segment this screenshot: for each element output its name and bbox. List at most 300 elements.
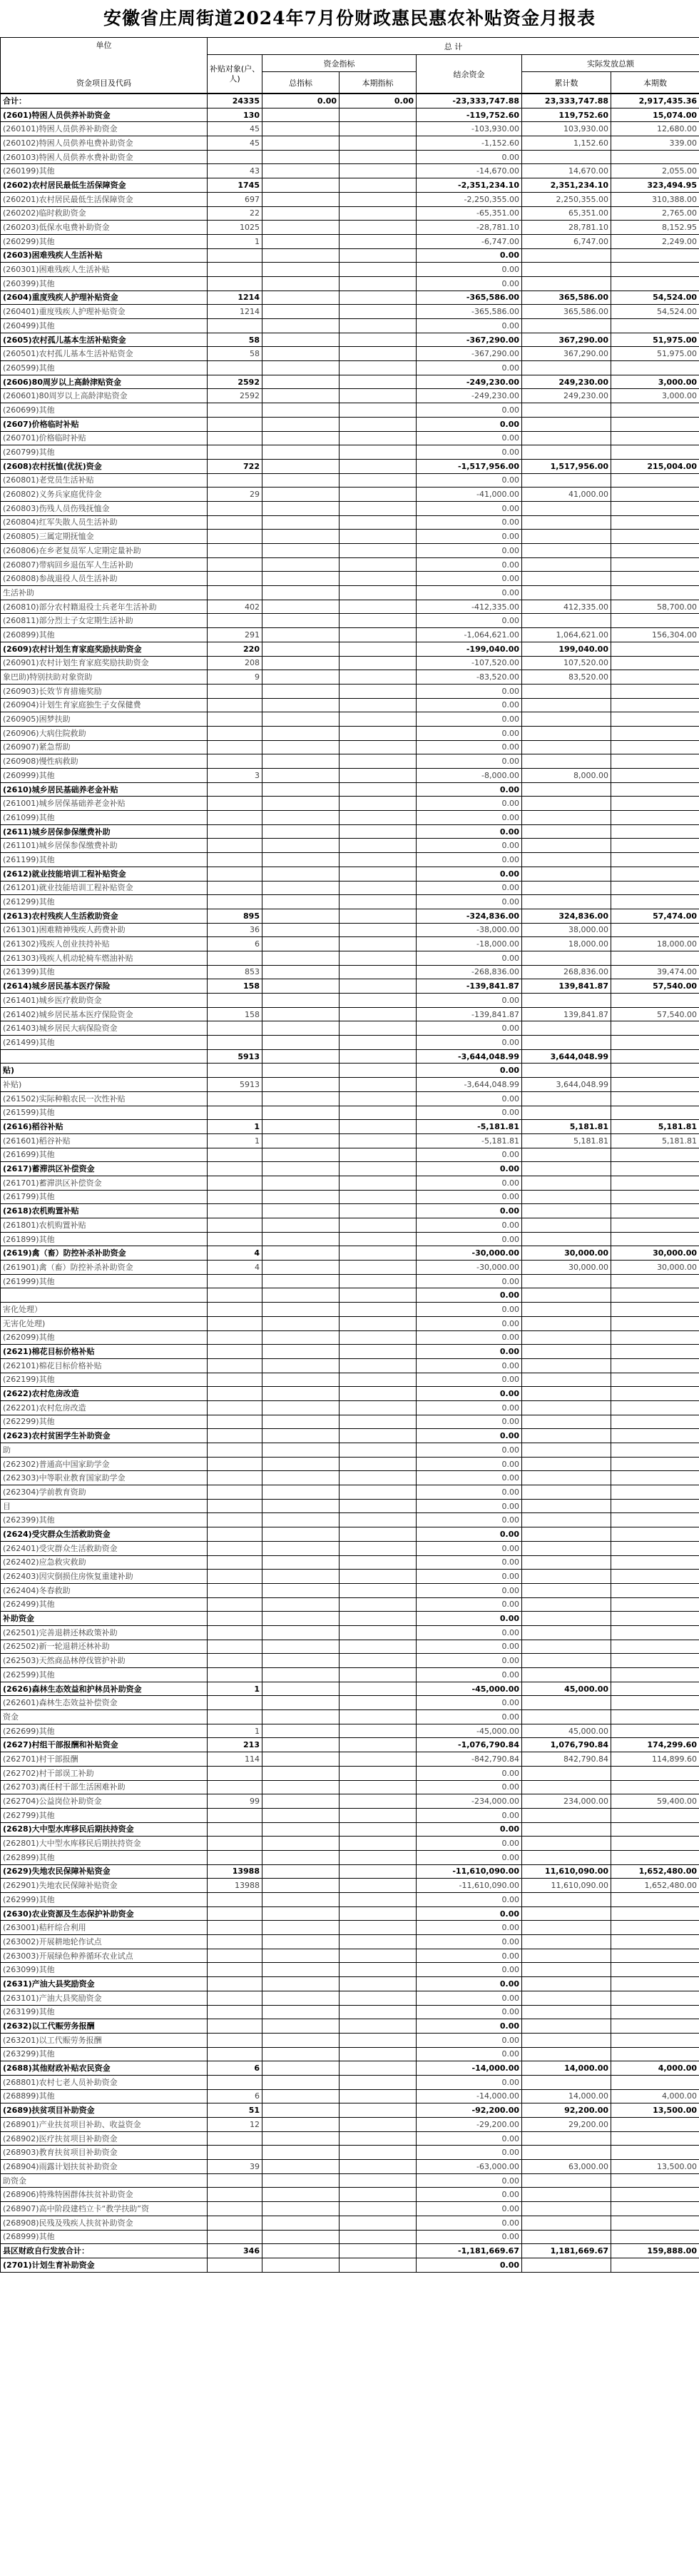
balance-cell: 0.00 [417,445,522,460]
item-name-cell: (262299)其他 [1,1415,208,1429]
balance-cell: 0.00 [417,1373,522,1387]
month-paid-cell [611,2230,699,2244]
total-index-cell [262,867,340,881]
month-paid-cell [611,726,699,740]
month-paid-cell [611,1906,699,1921]
total-index-cell [262,1064,340,1078]
table-row [1,263,699,277]
category-row [1,291,699,305]
cumulative-paid-cell: 1,181,669.67 [522,2244,611,2258]
item-name-cell: (260399)其他 [1,276,208,291]
table-header [0,37,699,94]
subsidy-count-cell: 29 [208,488,262,502]
balance-cell: -11,610,090.00 [417,1864,522,1879]
total-index-cell [262,544,340,558]
total-index-cell [262,1555,340,1570]
item-name-cell: (260805)三属定期抚恤金 [1,530,208,544]
total-index-cell [262,1710,340,1724]
item-name-cell: 象巴助)特别扶助对象资助 [1,670,208,685]
item-name-cell: (261099)其他 [1,811,208,825]
total-index-cell [262,1991,340,2005]
month-index-cell [340,1330,417,1345]
month-index-cell [340,1612,417,1626]
cumulative-paid-cell [522,417,611,431]
table-row [1,501,699,515]
subsidy-count-cell [208,1288,262,1303]
cumulative-paid-cell [522,1654,611,1668]
cumulative-paid-cell [522,2216,611,2230]
cumulative-paid-cell [522,994,611,1008]
month-index-cell [340,2089,417,2103]
total-index-cell [262,1963,340,1977]
month-index-cell [340,895,417,909]
item-name-cell: (262702)村干部误工补助 [1,1766,208,1780]
table-row [1,1752,699,1767]
subsidy-count-cell: 402 [208,600,262,614]
table-row [1,1850,699,1864]
total-index-cell [262,1246,340,1261]
total-index-cell [262,797,340,811]
table-row [1,1583,699,1597]
header-month-index: 本期指标 [340,72,417,94]
table-row [1,1696,699,1710]
total-index-cell [262,839,340,853]
month-index-cell [340,726,417,740]
table-row [1,726,699,740]
table-row [1,276,699,291]
cumulative-paid-cell [522,2047,611,2061]
table-row [1,403,699,418]
table-row [1,2160,699,2174]
month-index-cell [340,1007,417,1021]
balance-cell: 0.00 [417,2019,522,2034]
table-row [1,2089,699,2103]
subsidy-count-cell [208,1106,262,1120]
subsidy-count-cell [208,1148,262,1162]
subsidy-count-cell: 39 [208,2160,262,2174]
subsidy-count-cell [208,1400,262,1415]
cumulative-paid-cell: 103,930.00 [522,122,611,136]
category-row [1,1288,699,1303]
item-name-cell: (263199)其他 [1,2005,208,2019]
month-paid-cell [611,797,699,811]
month-paid-cell [611,656,699,670]
item-name-cell: (268906)特殊特困群体扶贫补助资金 [1,2188,208,2202]
item-name-cell: (260101)特困人员供养补助资金 [1,122,208,136]
cumulative-paid-cell [522,1963,611,1977]
month-paid-cell [611,1415,699,1429]
month-index-cell [340,2131,417,2146]
item-name-cell: (2630)农业资源及生态保护补助资金 [1,1906,208,1921]
cumulative-paid-cell: 41,000.00 [522,488,611,502]
cumulative-paid-cell [522,867,611,881]
category-row [1,459,699,473]
table-row [1,1036,699,1050]
total-index-cell [262,1949,340,1963]
item-name-cell: (260904)计划生育家庭独生子女保健费 [1,698,208,712]
total-index-cell [262,1612,340,1626]
subsidy-count-cell [208,1429,262,1443]
category-row [1,1064,699,1078]
total-index-cell [262,923,340,937]
subsidy-count-cell: 1025 [208,221,262,235]
cumulative-paid-cell [522,473,611,488]
table-row [1,670,699,685]
subsidy-count-cell [208,1668,262,1682]
item-name-cell: (268999)其他 [1,2230,208,2244]
subsidy-count-cell [208,1808,262,1822]
total-index-cell [262,1654,340,1668]
item-name-cell: (2605)农村孤儿基本生活补贴资金 [1,333,208,347]
month-paid-cell [611,1485,699,1500]
balance-cell: 0.00 [417,881,522,895]
cumulative-paid-cell [522,1021,611,1036]
table-row [1,1106,699,1120]
month-paid-cell: 4,000.00 [611,2061,699,2076]
item-name-cell: (260802)义务兵家庭优待金 [1,488,208,502]
cumulative-paid-cell [522,1330,611,1345]
balance-cell: 0.00 [417,1612,522,1626]
total-index-cell [262,1668,340,1682]
subsidy-count-cell: 291 [208,628,262,642]
month-paid-cell [611,1232,699,1246]
item-name-cell: (2611)城乡居保参保缴费补助 [1,824,208,839]
item-name-cell: (2617)蓄滞洪区补偿资金 [1,1162,208,1176]
month-index-cell [340,1977,417,1991]
table-row [1,1837,699,1851]
subsidy-count-cell [208,1780,262,1794]
cumulative-paid-cell [522,895,611,909]
total-index-cell [262,221,340,235]
item-name-cell: (2621)棉花目标价格补贴 [1,1345,208,1359]
month-index-cell [340,628,417,642]
cumulative-paid-cell [522,431,611,445]
balance-cell: 0.00 [417,754,522,769]
month-paid-cell [611,248,699,263]
month-index-cell [340,2173,417,2188]
balance-cell: 0.00 [417,473,522,488]
balance-cell: -5,181.81 [417,1120,522,1134]
balance-cell: 0.00 [417,2258,522,2272]
total-index-cell [262,1120,340,1134]
month-index-cell [340,1780,417,1794]
total-index-cell [262,1162,340,1176]
subsidy-count-cell: 12 [208,2118,262,2132]
item-name-cell: (260601)80周岁以上高龄津贴资金 [1,389,208,403]
total-index-cell [262,136,340,151]
subsidy-count-cell [208,1541,262,1555]
cumulative-paid-cell [522,150,611,164]
subsidy-count-cell: 2592 [208,389,262,403]
balance-cell: 0.00 [417,1780,522,1794]
item-name-cell: (261601)稻谷补贴 [1,1133,208,1148]
balance-cell: 0.00 [417,1963,522,1977]
table-row [1,1724,699,1738]
table-row [1,572,699,586]
cumulative-paid-cell [522,797,611,811]
month-index-cell [340,1078,417,1092]
item-name-cell: (261399)其他 [1,965,208,979]
total-index-cell [262,1387,340,1401]
cumulative-paid-cell [522,1162,611,1176]
item-name-cell: (260811)部分烈士子女定期生活补助 [1,614,208,628]
item-name-cell: (260301)困难残疾人生活补贴 [1,263,208,277]
category-row [1,1527,699,1542]
month-paid-cell: 2,055.00 [611,164,699,178]
category-row [1,1612,699,1626]
month-index-cell [340,2244,417,2258]
cumulative-paid-cell [522,2146,611,2160]
subsidy-count-cell [208,1204,262,1218]
subsidy-count-cell [208,1190,262,1204]
table-row [1,2230,699,2244]
balance-cell: -14,670.00 [417,164,522,178]
total-index-cell [262,600,340,614]
total-index-cell [262,572,340,586]
total-index-cell [262,1218,340,1233]
item-name-cell: (260801)老党员生活补贴 [1,473,208,488]
month-index-cell [340,1036,417,1050]
month-paid-cell [611,1190,699,1204]
item-name-cell: (262701)村干部报酬 [1,1752,208,1767]
month-paid-cell [611,150,699,164]
total-index-cell [262,2258,340,2272]
subsidy-count-cell: 6 [208,937,262,951]
month-paid-cell [611,2202,699,2216]
month-index-cell [340,1640,417,1654]
cumulative-paid-cell [522,1625,611,1640]
table-row [1,319,699,333]
cumulative-paid-cell [522,1316,611,1330]
month-paid-cell [611,1991,699,2005]
month-index-cell [340,557,417,572]
balance-cell: 0.00 [417,1935,522,1949]
total-index-cell [262,1316,340,1330]
item-name-cell: (268801)农村七老人员补助资金 [1,2075,208,2089]
balance-cell: 0.00 [417,1991,522,2005]
item-name-cell: (261801)农机购置补贴 [1,1218,208,1233]
balance-cell: 0.00 [417,1625,522,1640]
balance-cell: -3,644,048.99 [417,1049,522,1064]
balance-cell: -119,752.60 [417,108,522,122]
item-name-cell: (261499)其他 [1,1036,208,1050]
category-row [1,2244,699,2258]
subsidy-count-cell [208,515,262,530]
category-row [1,1822,699,1837]
item-name-cell: (260908)慢性病救助 [1,754,208,769]
month-index-cell [340,361,417,375]
subsidy-count-cell [208,2047,262,2061]
month-paid-cell [611,1640,699,1654]
item-name-cell: (261101)城乡居保参保缴费补助 [1,839,208,853]
subsidy-count-cell [208,1612,262,1626]
month-paid-cell: 2,917,435.36 [611,94,699,108]
subsidy-count-cell [208,248,262,263]
month-paid-cell: 59,400.00 [611,1794,699,1809]
table-row [1,1021,699,1036]
month-index-cell [340,1246,417,1261]
balance-cell: -45,000.00 [417,1682,522,1696]
subsidy-count-cell [208,1064,262,1078]
month-index-cell [340,684,417,698]
month-index-cell [340,2061,417,2076]
item-name-cell [1,1288,208,1303]
subsidy-count-cell: 9 [208,670,262,685]
cumulative-paid-cell [522,544,611,558]
month-index-cell [340,1120,417,1134]
total-index-cell [262,1752,340,1767]
item-name-cell: 害化处理） [1,1303,208,1317]
subsidy-count-cell [208,1977,262,1991]
month-paid-cell [611,1583,699,1597]
total-index-cell [262,1541,340,1555]
balance-cell: -11,610,090.00 [417,1879,522,1893]
cumulative-paid-cell [522,1977,611,1991]
balance-cell: 0.00 [417,1583,522,1597]
month-index-cell [340,1133,417,1148]
balance-cell: -139,841.87 [417,1007,522,1021]
cumulative-paid-cell: 30,000.00 [522,1246,611,1261]
total-index-cell [262,1400,340,1415]
total-index-cell [262,754,340,769]
balance-cell: 0.00 [417,1316,522,1330]
total-index-cell [262,445,340,460]
subsidy-count-cell [208,824,262,839]
total-index-cell [262,305,340,319]
balance-cell: -1,064,621.00 [417,628,522,642]
category-row [1,1049,699,1064]
total-index-cell [262,530,340,544]
subsidy-count-cell: 114 [208,1752,262,1767]
item-name-cell: (2626)森林生态效益和护林员补助资金 [1,1682,208,1696]
subsidy-count-cell [208,1358,262,1373]
total-index-cell [262,248,340,263]
cumulative-paid-cell [522,1906,611,1921]
month-paid-cell [611,881,699,895]
month-paid-cell [611,1499,699,1513]
item-name-cell: (260102)特困人员供养电费补助资金 [1,136,208,151]
cumulative-paid-cell [522,1696,611,1710]
month-index-cell [340,712,417,727]
balance-cell: 0.00 [417,319,522,333]
subsidy-count-cell [208,1485,262,1500]
balance-cell: -199,040.00 [417,642,522,656]
table-row [1,1625,699,1640]
month-paid-cell [611,1893,699,1907]
balance-cell: -365,586.00 [417,305,522,319]
total-index-cell [262,1358,340,1373]
subsidy-count-cell [208,1373,262,1387]
month-index-cell [340,1415,417,1429]
total-index-cell [262,1724,340,1738]
month-index-cell [340,586,417,600]
balance-cell: -92,200.00 [417,2103,522,2118]
balance-cell: -38,000.00 [417,923,522,937]
balance-cell: 0.00 [417,1387,522,1401]
total-index-cell [262,2216,340,2230]
total-index-cell [262,417,340,431]
total-index-cell [262,234,340,248]
balance-cell: 0.00 [417,853,522,867]
balance-cell: 0.00 [417,1036,522,1050]
balance-cell: -107,520.00 [417,656,522,670]
month-index-cell [340,1837,417,1851]
total-index-cell [262,642,340,656]
category-row [1,2103,699,2118]
month-paid-cell [611,642,699,656]
subsidy-count-cell [208,1176,262,1190]
cumulative-paid-cell [522,1358,611,1373]
item-name-cell: (262899)其他 [1,1850,208,1864]
table-row [1,586,699,600]
month-index-cell [340,1162,417,1176]
month-paid-cell: 30,000.00 [611,1261,699,1275]
cumulative-paid-cell: 2,250,355.00 [522,192,611,206]
table-row [1,2188,699,2202]
total-index-cell [262,192,340,206]
cumulative-paid-cell [522,1499,611,1513]
item-name-cell: (260199)其他 [1,164,208,178]
month-index-cell [340,642,417,656]
balance-cell: 0.00 [417,1303,522,1317]
subsidy-count-cell [208,614,262,628]
balance-cell: 0.00 [417,1921,522,1935]
subsidy-count-cell [208,1218,262,1233]
balance-cell: 0.00 [417,1513,522,1527]
month-index-cell [340,2033,417,2047]
cumulative-paid-cell: 324,836.00 [522,909,611,923]
subsidy-count-cell [208,2216,262,2230]
total-index-cell [262,1893,340,1907]
category-row [1,642,699,656]
month-index-cell [340,867,417,881]
table-row [1,853,699,867]
category-row [1,2061,699,2076]
month-index-cell [340,1373,417,1387]
total-index-cell [262,909,340,923]
total-index-cell [262,614,340,628]
month-index-cell [340,1794,417,1809]
item-name-cell: 无害化处理) [1,1316,208,1330]
category-row [1,1120,699,1134]
cumulative-paid-cell: 5,181.81 [522,1120,611,1134]
month-index-cell [340,1091,417,1106]
month-paid-cell [611,923,699,937]
month-paid-cell [611,1443,699,1458]
month-index-cell [340,1541,417,1555]
item-name-cell: (2602)农村居民最低生活保障资金 [1,178,208,193]
cumulative-paid-cell [522,1457,611,1471]
cumulative-paid-cell [522,1218,611,1233]
category-row [1,94,699,108]
cumulative-paid-cell [522,1668,611,1682]
item-name-cell: (262799)其他 [1,1808,208,1822]
cumulative-paid-cell [522,698,611,712]
cumulative-paid-cell: 8,000.00 [522,769,611,783]
total-index-cell [262,1906,340,1921]
cumulative-paid-cell: 30,000.00 [522,1261,611,1275]
table-row [1,1991,699,2005]
total-index-cell [262,263,340,277]
table-row [1,1078,699,1092]
month-paid-cell [611,1597,699,1612]
month-index-cell [340,994,417,1008]
balance-cell: 0.00 [417,1274,522,1288]
subsidy-count-cell [208,403,262,418]
header-unit-label: 单位 [96,41,112,50]
cumulative-paid-cell [522,726,611,740]
total-index-cell [262,1049,340,1064]
